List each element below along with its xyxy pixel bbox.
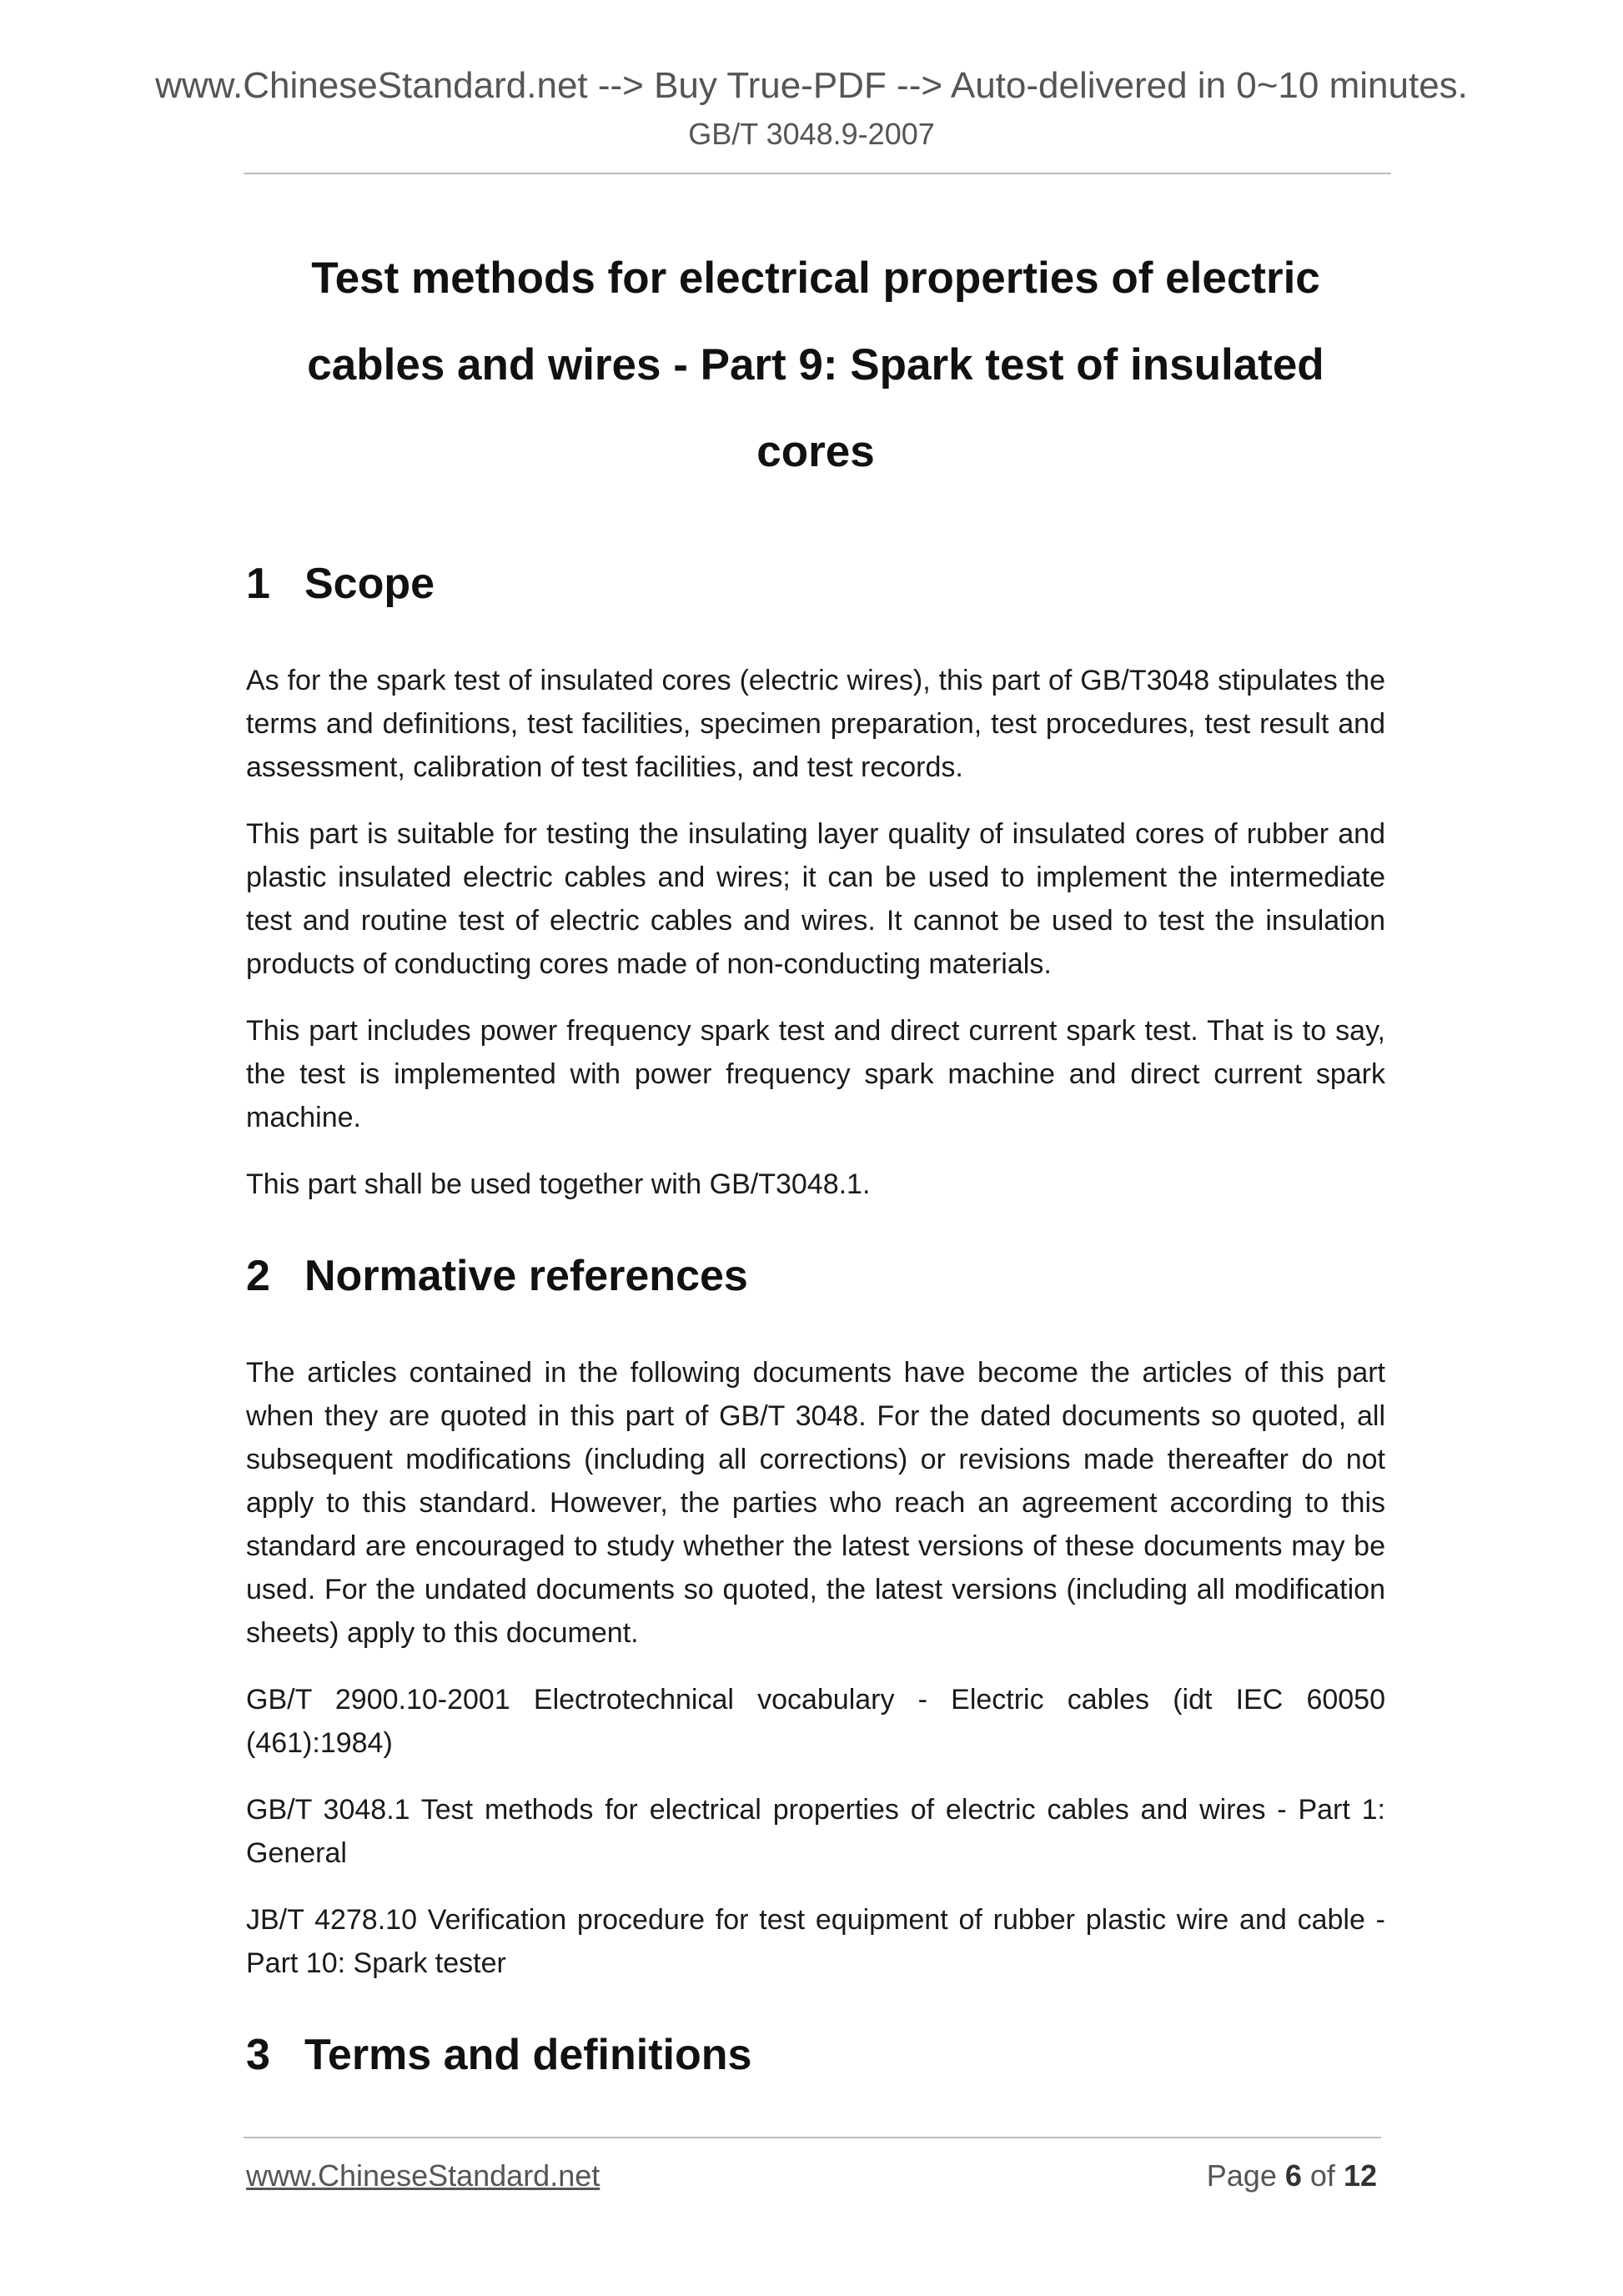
section-heading-scope	[246, 559, 1385, 609]
section-title: Terms and definitions	[304, 2031, 752, 2079]
header-divider	[244, 173, 1391, 174]
reference-item: JB/T 4278.10 Verification procedure for test equipment of rubber plastic wire and cable - Part 10: Spark tester	[246, 1904, 1385, 1979]
section-number: 3	[246, 2031, 270, 2079]
section-title: Scope	[304, 560, 435, 608]
page-current: 6	[1284, 2158, 1302, 2193]
footer-divider	[244, 2137, 1381, 2138]
section-heading-terms-and-definitions	[246, 2030, 1385, 2080]
reference-item: GB/T 2900.10-2001 Electrotechnical vocabulary - Electric cables (idt IEC 60050 (461):1984)	[246, 1684, 1385, 1759]
document-title-line1: Test methods for electrical properties of electric	[311, 254, 1320, 303]
document-title-line2: cables and wires - Part 9: Spark test of insulated cores	[307, 340, 1324, 476]
paragraph: This part includes power frequency spark test and direct current spark test. That is to say, the test is implemented with power frequency spark machine and direct current spark machine.	[246, 1015, 1385, 1133]
page-of-label: of	[1309, 2158, 1335, 2193]
section-heading-normative-references	[246, 1251, 1385, 1301]
footer-site-link[interactable]: www.ChineseStandard.net	[246, 2158, 600, 2193]
document-title	[246, 235, 1385, 495]
paragraph: This part shall be used together with GB/T3048.1.	[246, 1168, 871, 1200]
section-title: Normative references	[304, 1252, 748, 1300]
section-number: 1	[246, 560, 270, 608]
section-number: 2	[246, 1252, 270, 1300]
header-standard-code: GB/T 3048.9-2007	[688, 117, 935, 151]
reference-item: GB/T 3048.1 Test methods for electrical properties of electric cables and wires - Part 1: General	[246, 1794, 1385, 1869]
header-site-banner: www.ChineseStandard.net --> Buy True-PDF --> Auto-delivered in 0~10 minutes.	[155, 65, 1468, 106]
page-content	[246, 235, 1385, 2080]
page-total: 12	[1343, 2158, 1377, 2193]
paragraph: This part is suitable for testing the insulating layer quality of insulated cores of rubber and plastic insulated electric cables and wires; it can be used to implement the intermediate test and routine test of electric cables and wires. It cannot be used to test the insulation products of conducting cores made of non-conducting materials.	[246, 818, 1385, 980]
page-label: Page	[1206, 2158, 1277, 2193]
paragraph: The articles contained in the following documents have become the articles of this part when they are quoted in this part of GB/T 3048. For the dated documents so quoted, all subsequent modifications (including all corrections) or revisions made thereafter do not apply to this standard. However, the parties who reach an agreement according to this standard are encouraged to study whether the latest versions of these documents may be used. For the undated documents so quoted, the latest versions (including all modification sheets) apply to this document.	[246, 1357, 1385, 1649]
paragraph: As for the spark test of insulated cores (electric wires), this part of GB/T3048 stipulates the terms and definitions, test facilities, specimen preparation, test procedures, test result and assessment, calibration of test facilities, and test records.	[246, 665, 1385, 783]
page-indicator	[1207, 2158, 1377, 2193]
